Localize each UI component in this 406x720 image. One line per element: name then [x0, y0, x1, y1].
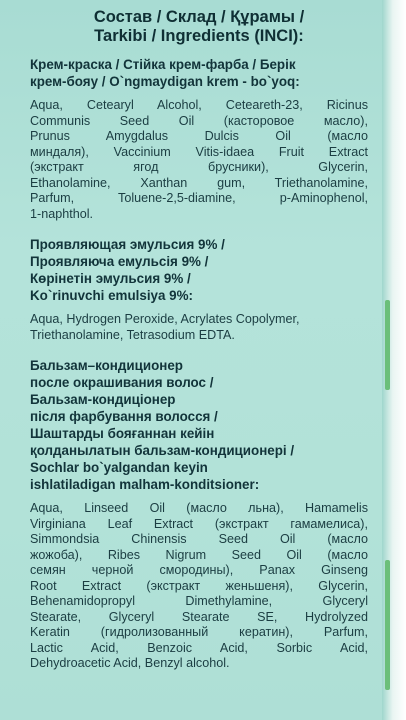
title-line: Шаштарды бояғаннан кейін: [30, 426, 215, 441]
balm-ingredients: [30, 501, 368, 672]
ingredient-line: Triethanolamine, Tetrasodium EDTA.: [30, 327, 235, 342]
ingredient-line: семян черной смородины), Panax Ginseng: [30, 563, 368, 577]
ingredient-line: миндаля), Vaccinium Vitis-idaea Fruit Extract: [30, 144, 368, 159]
heading-line: Tarkibi / Ingredients (INCI):: [94, 27, 304, 45]
title-line: після фарбування волосся /: [30, 409, 218, 424]
ingredient-line: Virginiana Leaf Extract (экстракт гамамелиса),: [30, 516, 368, 531]
ingredients-heading: [30, 8, 368, 46]
ingredient-line: (экстракт ягод брусники), Glycerin,: [30, 160, 368, 174]
title-line: после окрашивания волос /: [30, 375, 214, 390]
title-line: Sochlar bo`yalgandan keyin: [30, 460, 208, 475]
ingredient-line: Aqua, Cetearyl Alcohol, Ceteareth-23, Ricinus: [30, 98, 368, 112]
title-line: Ko`rinuvchi emulsiya 9%:: [30, 288, 193, 303]
ingredient-line: Root Extract (экстракт женьшеня), Glycerin,: [30, 578, 368, 593]
title-line: қолданылатын бальзам-кондиционері /: [30, 443, 295, 458]
ingredients-label: [30, 8, 368, 686]
title-line: Проявляюча емульсія 9% /: [30, 254, 209, 269]
ingredient-line: Dehydroacetic Acid, Benzyl alcohol.: [30, 656, 230, 670]
ingredient-line: Parfum, Toluene-2,5-diamine, p-Aminophenol,: [30, 191, 368, 205]
ingredient-line: 1-naphthol.: [30, 206, 94, 221]
developer-ingredients: [30, 312, 368, 343]
title-line: ishlatiladigan malham-konditsioner:: [30, 477, 260, 492]
title-line: Бальзам-кондиціонер: [30, 392, 176, 407]
cream-dye-title: [30, 56, 368, 90]
heading-line: Состав / Склад / Құрамы /: [93, 8, 305, 26]
title-line: крем-бояу / O`ngmaydigan krem - bo`yoq:: [30, 74, 300, 89]
ingredient-line: Prunus Amygdalus Dulcis Oil (масло: [30, 129, 368, 143]
ingredient-line: Ethanolamine, Xanthan gum, Triethanolamine,: [30, 175, 368, 190]
ingredient-line: Behenamidopropyl Dimethylamine, Glyceryl: [30, 594, 368, 608]
developer-title: [30, 236, 368, 304]
ingredient-line: Keratin (гидролизованный кератин), Parfum,: [30, 625, 368, 639]
cream-dye-ingredients: [30, 98, 368, 222]
title-line: Көрінетін эмульсия 9% /: [30, 271, 191, 286]
ingredient-line: жожоба), Ribes Nigrum Seed Oil (масло: [30, 547, 368, 562]
ingredient-line: Simmondsia Chinensis Seed Oil (масло: [30, 532, 368, 546]
title-line: Бальзам–кондиционер: [30, 358, 183, 373]
ingredient-line: Stearate, Glyceryl Stearate SE, Hydrolyzed: [30, 609, 368, 624]
edge-accent-stripe: [385, 300, 390, 390]
ingredient-line: Aqua, Hydrogen Peroxide, Acrylates Copolymer,: [30, 312, 300, 326]
edge-accent-stripe: [385, 560, 390, 690]
title-line: Проявляющая эмульсия 9% /: [30, 237, 225, 252]
title-line: Крем-краска / Стійка крем-фарба / Берік: [30, 57, 296, 72]
ingredient-line: Communis Seed Oil (касторовое масло),: [30, 113, 368, 128]
balm-title: [30, 357, 368, 493]
ingredient-line: Aqua, Linseed Oil (масло льна), Hamamelis: [30, 501, 368, 515]
ingredient-line: Lactic Acid, Benzoic Acid, Sorbic Acid,: [30, 640, 368, 655]
